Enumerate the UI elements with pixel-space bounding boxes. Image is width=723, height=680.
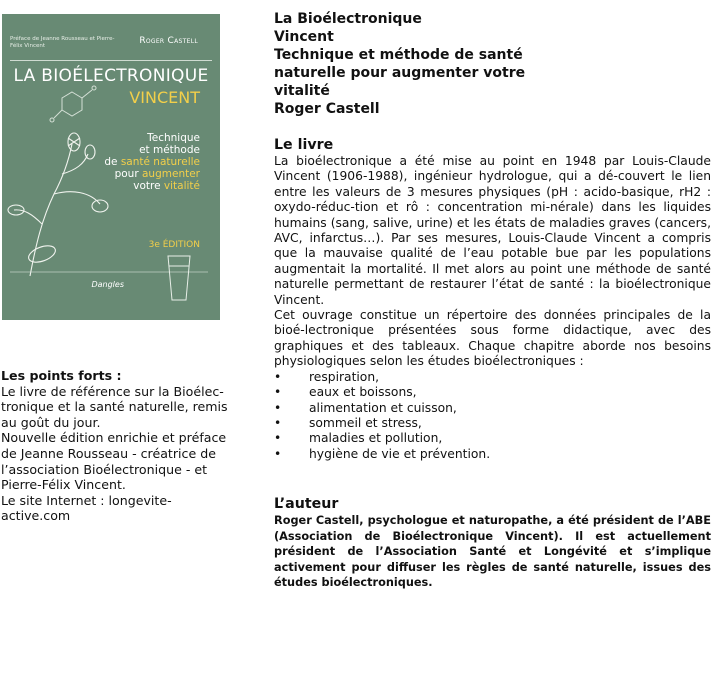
- list-item: • eaux et boissons,: [274, 385, 417, 400]
- glass-icon: [168, 256, 190, 300]
- book-author: Roger Castell: [274, 101, 380, 117]
- book-cover-image: [2, 14, 220, 320]
- list-item: • alimentation et cuisson,: [274, 400, 457, 415]
- cover-title-vincent: VINCENT: [129, 88, 200, 107]
- list-item: • hygiène de vie et prévention.: [274, 446, 491, 461]
- book-heading: Le livre: [274, 137, 334, 153]
- book-title: Vincent: [274, 29, 334, 45]
- list-item: • maladies et pollution,: [274, 431, 443, 446]
- cover-credits: Préface de Jeanne Rousseau et Pierre-Félix Vincent: [10, 36, 115, 49]
- highlights-line: au goût du jour.: [1, 414, 101, 430]
- highlights-section: [1, 368, 229, 524]
- book-paragraph: La bioélectronique a été mise au point en 1948 par Louis-Claude Vincent (1906-1988), ingénieur hydrologue, qui a dé-couvert le lien entre les valeurs de 3 mesures physiques (pH : acido-basique, rH2 : oxydo-réduc-tion et rô : concentration mi-nérale) dans les liquides humains (sang, salive, urine) et les états de maladies graves (cancers, AVC, infarctus…). Par ses mesures, Louis-Claude Vincent a compris que la mauvaise qualité de l’eau potable bue par les populations augmentait la mortalité. Il met alors au point une méthode de santé naturelle permettant de restaurer l’état de santé : la bioélectronique Vincent.: [274, 154, 711, 307]
- highlights-line: de Jeanne Rousseau - créatrice de: [1, 445, 216, 461]
- cover-title: LA BIOÉLECTRONIQUE: [13, 66, 209, 86]
- highlights-line: tronique et la santé naturelle, remis: [1, 399, 228, 415]
- book-subtitle: naturelle pour augmenter votre: [274, 65, 526, 81]
- publisher-logo: Dangles: [91, 280, 124, 289]
- highlights-line: Pierre-Félix Vincent.: [1, 477, 126, 493]
- chapter-list: [274, 370, 711, 462]
- cover-author: Roger Castell: [139, 36, 198, 46]
- list-item: • sommeil et stress,: [274, 415, 422, 430]
- book-title: La Bioélectronique: [274, 11, 422, 27]
- book-subtitle: vitalité: [274, 83, 330, 99]
- highlights-line: l’association Bioélectronique - et: [1, 461, 208, 477]
- cover-subtitle: Technique et méthode de santé naturelle pour augmenter votre vitalité: [104, 132, 200, 192]
- main-content: [274, 10, 711, 591]
- author-heading: L’auteur: [274, 496, 339, 513]
- cover-edition: 3e ÉDITION: [148, 240, 200, 250]
- list-item: • respiration,: [274, 369, 380, 384]
- website-line: Le site Internet : longevite-active.com: [1, 492, 172, 524]
- book-subtitle: Technique et méthode de santé: [274, 47, 523, 63]
- highlights-line: Le livre de référence sur la Bioélec-: [1, 383, 224, 399]
- highlights-line: Nouvelle édition enrichie et préface: [1, 430, 227, 446]
- book-paragraph: Cet ouvrage constitue un répertoire des données principales de la bioé-lectronique présentées sous forme didactique, avec des graphiques et des tableaux. Chaque chapitre aborde nos besoins physiologiques selon les études bioélectroniques :: [274, 308, 711, 369]
- author-bio: Roger Castell, psychologue et naturopathe, a été président de l’ABE (Association de Bioélectronique Vincent). Il est actuellement président de l’Association Santé et Longévité et s’implique activement pour diffuser les règles de santé naturelle, issues des études bioélectroniques.: [274, 514, 711, 590]
- title-block: [274, 10, 711, 118]
- highlights-heading: Les points forts :: [1, 368, 122, 383]
